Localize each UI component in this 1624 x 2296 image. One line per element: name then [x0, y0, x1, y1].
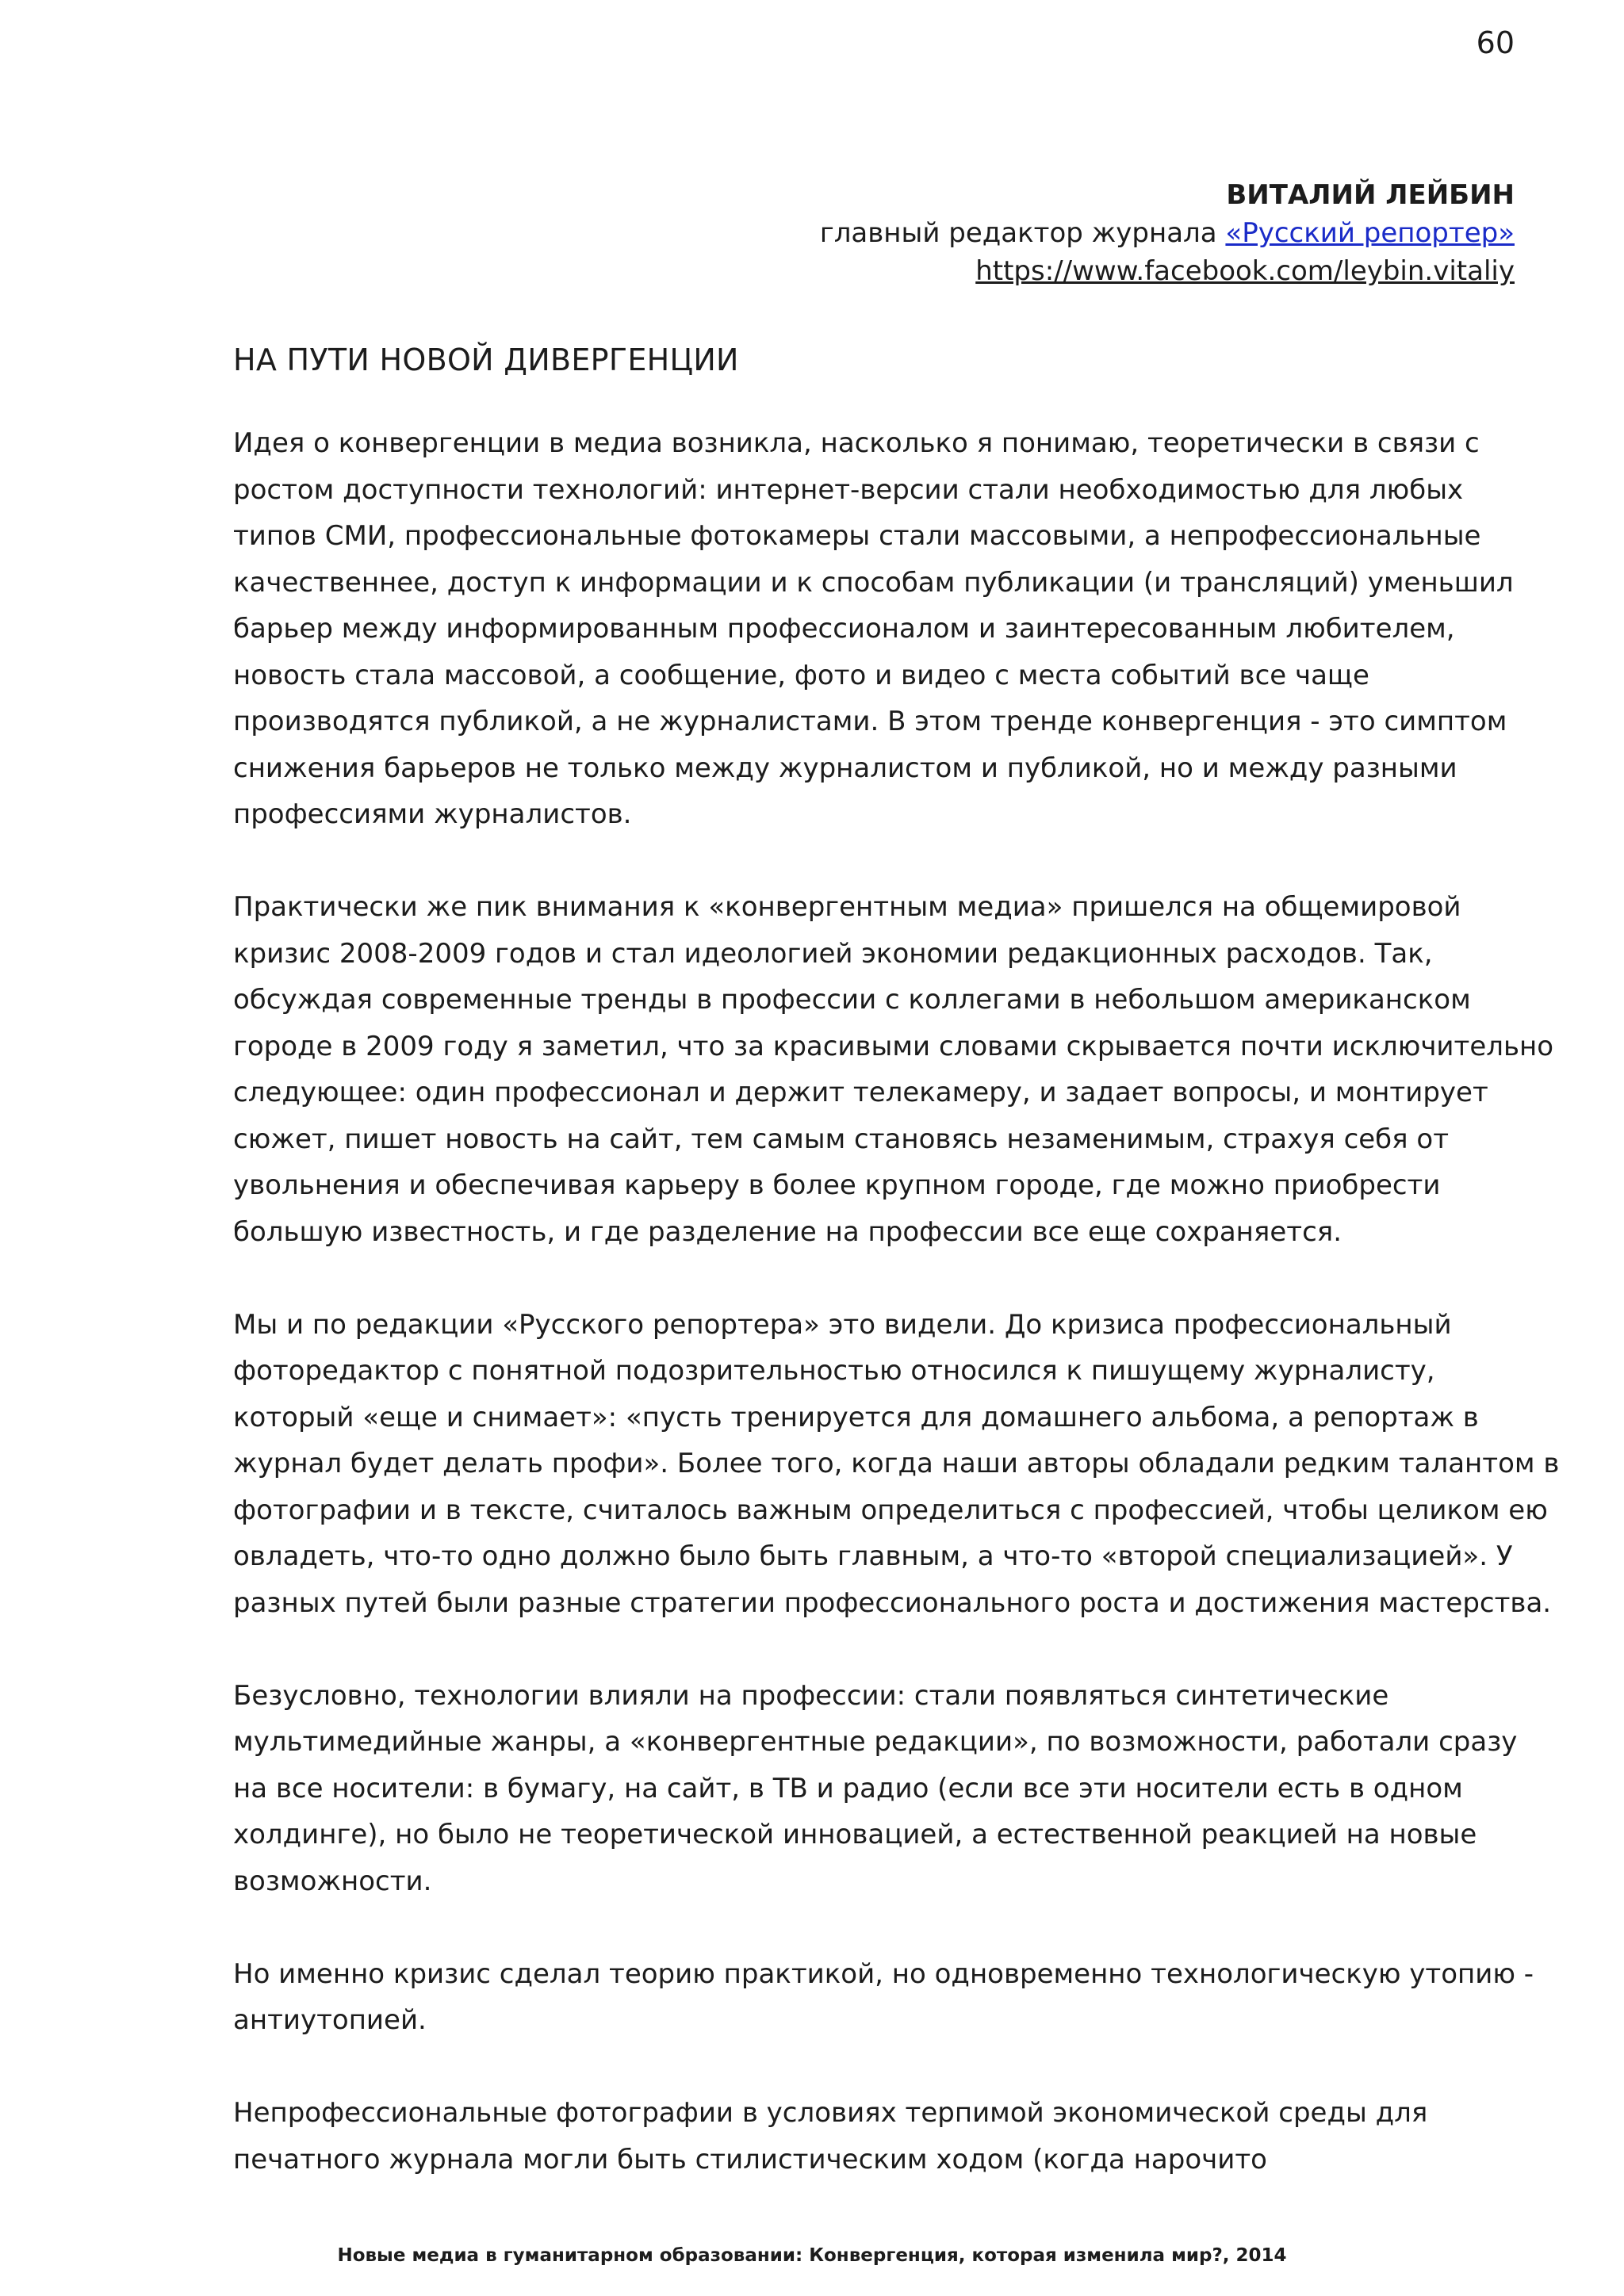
- paragraph-line: обсуждая современные тренды в профессии с коллегами в небольшом американском: [233, 984, 1471, 1016]
- paragraph: [233, 420, 1518, 838]
- paragraph-line: городе в 2009 году я заметил, что за красивыми словами скрывается почти исключительно: [233, 1030, 1554, 1062]
- paragraph-line: Мы и по редакции «Русского репортера» это видели. До кризиса профессиональный: [233, 1308, 1452, 1341]
- page-number: 60: [1476, 25, 1515, 60]
- paragraph-line: на все носители: в бумагу, на сайт, в ТВ и радио (если все эти носители есть в одном: [233, 1772, 1463, 1804]
- paragraph-line: большую известность, и где разделение на профессии все еще сохраняется.: [233, 1215, 1342, 1248]
- paragraph: [233, 884, 1554, 1255]
- paragraph: [233, 2090, 1518, 2183]
- paragraph-line: журнал будет делать профи». Более того, когда наши авторы обладали редким талантом в: [233, 1448, 1560, 1479]
- paragraph-line: Идея о конвергенции в медиа возникла, насколько я понимаю, теоретически в связи с: [233, 427, 1480, 459]
- author-role: [820, 214, 1515, 252]
- paragraph: [233, 1302, 1560, 1627]
- paragraph-line: возможности.: [233, 1865, 432, 1897]
- article-title: НА ПУТИ НОВОЙ ДИВЕРГЕНЦИИ: [233, 342, 739, 377]
- paragraph-line: разных путей были разные стратегии профессионального роста и достижения мастерства.: [233, 1586, 1552, 1619]
- paragraph-line: увольнения и обеспечивая карьеру в более крупном городе, где можно приобрести: [233, 1169, 1441, 1201]
- paragraph-line: ростом доступности технологий: интернет-версии стали необходимостью для любых: [233, 473, 1464, 506]
- paragraph-line: Непрофессиональные фотографии в условиях терпимой экономической среды для: [233, 2097, 1428, 2129]
- paragraph-line: типов СМИ, профессиональные фотокамеры стали массовыми, а непрофессиональные: [233, 520, 1481, 552]
- paragraph-line: мультимедийные жанры, а «конвергентные редакции», по возможности, работали сразу: [233, 1726, 1518, 1758]
- paragraph-line: Но именно кризис сделал теорию практикой, но одновременно технологическую утопию -: [233, 1957, 1534, 1990]
- paragraph-line: Безусловно, технологии влияли на профессии: стали появляться синтетические: [233, 1679, 1389, 1712]
- journal-link[interactable]: «Русский репортер»: [1225, 217, 1515, 249]
- paragraph-line: производятся публикой, а не журналистами. В этом тренде конвергенция - это симптом: [233, 706, 1507, 737]
- author-name: ВИТАЛИЙ ЛЕЙБИН: [1226, 179, 1515, 211]
- paragraph-line: который «еще и снимает»: «пусть тренируется для домашнего альбома, а репортаж в: [233, 1401, 1479, 1433]
- paragraph: [233, 1673, 1518, 1905]
- author-role-prefix: главный редактор журнала: [819, 217, 1226, 249]
- paragraph-line: кризис 2008-2009 годов и стал идеологией экономии редакционных расходов. Так,: [233, 937, 1433, 970]
- page-footer: Новые медиа в гуманитарном образовании: Конвергенция, которая изменила мир?, 2014: [337, 2245, 1287, 2266]
- paragraph-line: качественнее, доступ к информации и к способам публикации (и трансляций) уменьшил: [233, 566, 1514, 599]
- paragraph-line: холдинге), но было не теоретической инновацией, а естественной реакцией на новые: [233, 1819, 1477, 1850]
- paragraph-line: профессиями журналистов.: [233, 798, 632, 830]
- paragraph: [233, 1951, 1534, 2044]
- article-body: [233, 420, 1560, 2229]
- author-facebook-link[interactable]: https://www.facebook.com/leybin.vitaliy: [975, 255, 1515, 287]
- paragraph-line: фотографии и в тексте, считалось важным определиться с профессией, чтобы целиком ею: [233, 1494, 1548, 1526]
- paragraph-line: овладеть, что-то одно должно было быть главным, а что-то «второй специализацией». У: [233, 1540, 1513, 1572]
- paragraph-line: новость стала массовой, а сообщение, фото и видео с места событий все чаще: [233, 659, 1369, 691]
- paragraph-line: барьер между информированным профессионалом и заинтересованным любителем,: [233, 613, 1455, 645]
- author-block: [820, 176, 1515, 290]
- paragraph-line: снижения барьеров не только между журналистом и публикой, но и между разными: [233, 752, 1457, 784]
- paragraph-line: следующее: один профессионал и держит телекамеру, и задает вопросы, и монтирует: [233, 1077, 1488, 1108]
- paragraph-line: печатного журнала могли быть стилистическим ходом (когда нарочито: [233, 2143, 1267, 2175]
- paragraph-line: Практически же пик внимания к «конвергентным медиа» пришелся на общемировой: [233, 891, 1461, 923]
- paragraph-line: фоторедактор с понятной подозрительностью относился к пишущему журналисту,: [233, 1355, 1435, 1387]
- paragraph-line: сюжет, пишет новость на сайт, тем самым становясь незаменимым, страхуя себя от: [233, 1123, 1450, 1155]
- paragraph-line: антиутопией.: [233, 2004, 427, 2036]
